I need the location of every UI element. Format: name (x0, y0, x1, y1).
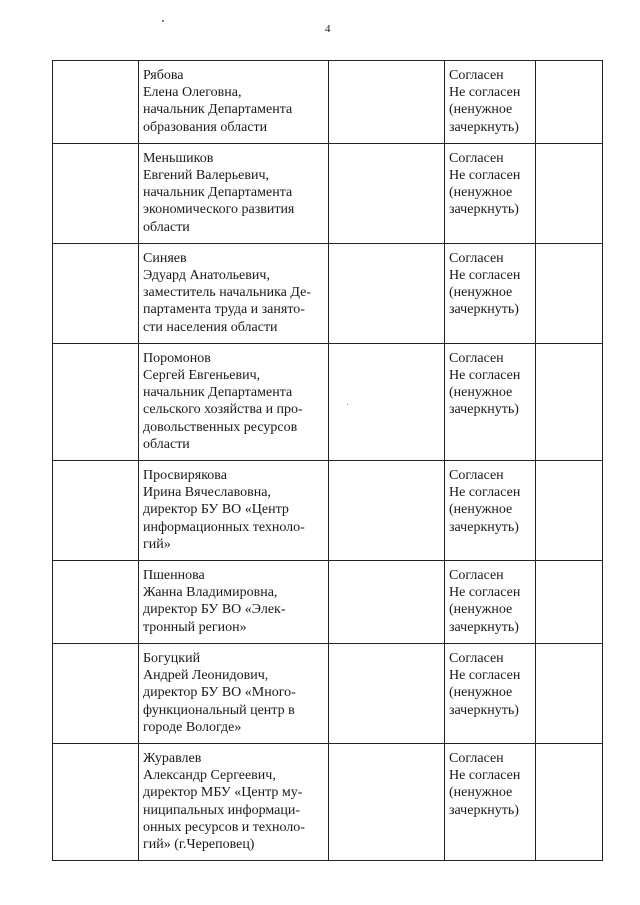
table-row (53, 743, 603, 860)
official-surname: Поромонов (143, 350, 211, 366)
signature-cell[interactable] (329, 143, 445, 243)
official-given-names: Эдуард Анатольевич, (143, 268, 270, 284)
official-position: начальник Департамента (143, 185, 293, 201)
official-position: начальник Департамента (143, 102, 293, 118)
official-position: партамента труда и занято- (143, 302, 305, 318)
official-position: сти населения области (143, 319, 278, 335)
option-agree[interactable]: Согласен (449, 568, 504, 584)
date-cell[interactable] (536, 561, 603, 644)
decision-note: зачеркнуть) (449, 302, 519, 318)
decision-note: зачеркнуть) (449, 802, 519, 818)
decision-note: зачеркнуть) (449, 402, 519, 418)
number-cell (53, 143, 139, 243)
table-row (53, 143, 603, 243)
table-row (53, 243, 603, 343)
official-surname: Синяев (143, 250, 187, 266)
decision-note: (ненужное (449, 602, 513, 618)
official-given-names: Сергей Евгеньевич, (143, 368, 261, 384)
signature-cell[interactable] (329, 243, 445, 343)
option-disagree[interactable]: Не согласен (449, 85, 521, 101)
signature-cell[interactable] (329, 61, 445, 144)
option-disagree[interactable]: Не согласен (449, 168, 521, 184)
table-row (53, 61, 603, 144)
official-cell (139, 461, 329, 561)
decision-note: (ненужное (449, 102, 513, 118)
option-agree[interactable]: Согласен (449, 350, 504, 366)
decision-note: (ненужное (449, 285, 513, 301)
decision-note: зачеркнуть) (449, 202, 519, 218)
table-row (53, 561, 603, 644)
official-position: директор МБУ «Центр му- (143, 785, 303, 801)
official-position: директор БУ ВО «Центр (143, 502, 289, 518)
decision-cell (445, 243, 536, 343)
official-surname: Меньшиков (143, 150, 214, 166)
decision-note: (ненужное (449, 685, 513, 701)
official-position: информационных техноло- (143, 519, 305, 535)
official-surname: Пшеннова (143, 568, 205, 584)
option-agree[interactable]: Согласен (449, 750, 504, 766)
date-cell[interactable] (536, 643, 603, 743)
official-given-names: Андрей Леонидович, (143, 668, 269, 684)
decision-note: (ненужное (449, 502, 513, 518)
option-agree[interactable]: Согласен (449, 468, 504, 484)
official-cell (139, 643, 329, 743)
official-surname: Богуцкий (143, 650, 201, 666)
official-position: директор БУ ВО «Элек- (143, 602, 286, 618)
official-position: довольственных ресурсов (143, 419, 298, 435)
official-cell (139, 561, 329, 644)
decision-note: зачеркнуть) (449, 702, 519, 718)
date-cell[interactable] (536, 61, 603, 144)
approval-table (52, 60, 603, 861)
official-position: директор БУ ВО «Много- (143, 685, 296, 701)
official-position: области (143, 436, 190, 452)
number-cell (53, 743, 139, 860)
official-position: сельского хозяйства и про- (143, 402, 303, 418)
option-disagree[interactable]: Не согласен (449, 368, 521, 384)
option-disagree[interactable]: Не согласен (449, 485, 521, 501)
signature-cell[interactable] (329, 561, 445, 644)
official-position: онных ресурсов и техноло- (143, 819, 305, 835)
decision-note: зачеркнуть) (449, 619, 519, 635)
option-disagree[interactable]: Не согласен (449, 585, 521, 601)
official-surname: Журавлев (143, 750, 202, 766)
table-row (53, 643, 603, 743)
official-surname: Рябова (143, 68, 184, 83)
decision-cell (445, 743, 536, 860)
decision-cell (445, 643, 536, 743)
number-cell (53, 61, 139, 144)
official-given-names: Ирина Вячеславовна, (143, 485, 271, 501)
signature-cell[interactable] (329, 743, 445, 860)
official-position: гий» (143, 536, 171, 552)
signature-cell[interactable] (329, 343, 445, 460)
option-disagree[interactable]: Не согласен (449, 668, 521, 684)
option-agree[interactable]: Согласен (449, 150, 504, 166)
date-cell[interactable] (536, 343, 603, 460)
signature-cell[interactable] (329, 461, 445, 561)
approval-table-body (53, 61, 603, 861)
number-cell (53, 643, 139, 743)
signature-cell[interactable] (329, 643, 445, 743)
official-position: экономического развития (143, 202, 295, 218)
official-position: тронный регион» (143, 619, 247, 635)
official-surname: Просвирякова (143, 468, 227, 484)
decision-cell (445, 143, 536, 243)
date-cell[interactable] (536, 143, 603, 243)
official-given-names: Александр Сергеевич, (143, 768, 276, 784)
official-cell (139, 243, 329, 343)
official-position: городе Вологде» (143, 719, 242, 735)
official-given-names: Елена Олеговна, (143, 85, 242, 101)
official-position: ниципальных информаци- (143, 802, 301, 818)
number-cell (53, 561, 139, 644)
decision-note: (ненужное (449, 385, 513, 401)
official-position: начальник Департамента (143, 385, 293, 401)
official-position: гий» (г.Череповец) (143, 836, 255, 852)
decision-note: (ненужное (449, 185, 513, 201)
option-disagree[interactable]: Не согласен (449, 268, 521, 284)
official-position: области (143, 219, 190, 235)
table-row (53, 343, 603, 460)
official-position: заместитель начальника Де- (143, 285, 311, 301)
option-agree[interactable]: Согласен (449, 650, 504, 666)
table-row (53, 461, 603, 561)
date-cell[interactable] (536, 743, 603, 860)
number-cell (53, 343, 139, 460)
number-cell (53, 461, 139, 561)
official-cell (139, 743, 329, 860)
decision-cell (445, 561, 536, 644)
decision-cell (445, 61, 536, 144)
official-cell (139, 61, 329, 144)
date-cell[interactable] (536, 461, 603, 561)
official-position: образования области (143, 119, 268, 135)
decision-note: зачеркнуть) (449, 119, 519, 135)
official-cell (139, 343, 329, 460)
official-given-names: Жанна Владимировна, (143, 585, 278, 601)
date-cell[interactable] (536, 243, 603, 343)
page-number: 4 (325, 23, 331, 35)
scan-speck (162, 20, 164, 22)
official-cell (139, 143, 329, 243)
decision-cell (445, 343, 536, 460)
decision-cell (445, 461, 536, 561)
decision-note: зачеркнуть) (449, 519, 519, 535)
official-position: функциональный центр в (143, 702, 295, 718)
option-disagree[interactable]: Не согласен (449, 768, 521, 784)
official-given-names: Евгений Валерьевич, (143, 168, 270, 184)
option-agree[interactable]: Согласен (449, 250, 504, 266)
option-agree[interactable]: Согласен (449, 68, 504, 83)
number-cell (53, 243, 139, 343)
decision-note: (ненужное (449, 785, 513, 801)
